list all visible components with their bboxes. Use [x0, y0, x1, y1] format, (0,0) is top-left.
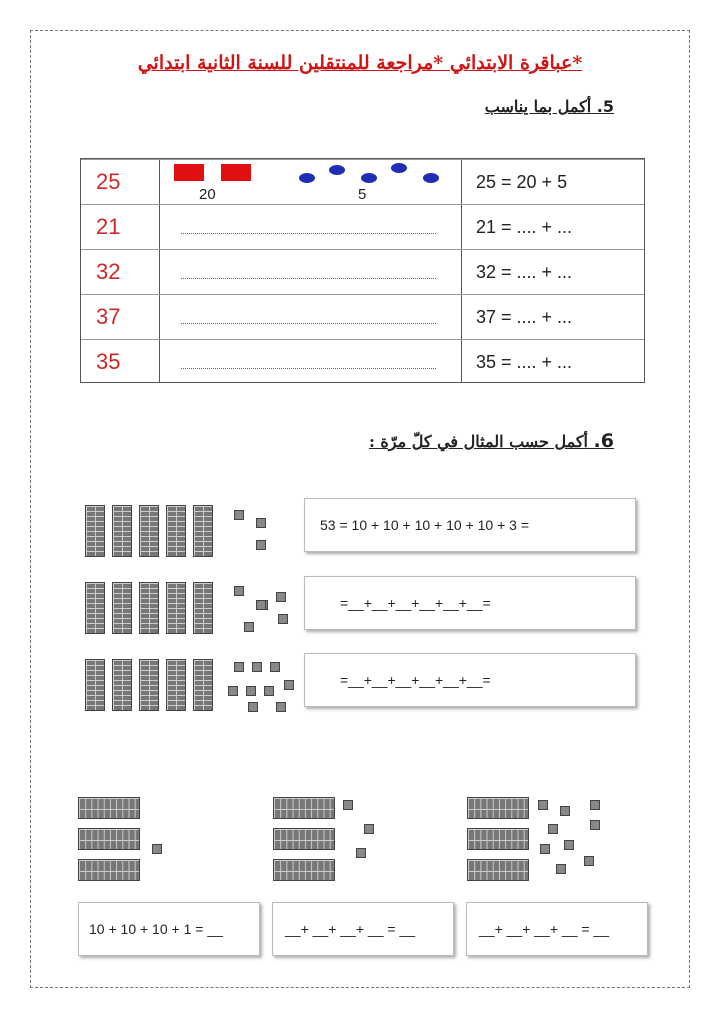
equation-text: =__+__+__+__+__+__= — [340, 595, 491, 611]
ones-label: 5 — [358, 186, 367, 203]
number-decomposition-table — [80, 158, 645, 383]
row-equation: 35 = .... + ... — [476, 352, 573, 372]
ten-rod — [139, 582, 159, 634]
ones-dot — [391, 163, 407, 173]
one-cube — [256, 540, 266, 550]
equation-text: 10 + 10 + 10 + 1 = __ — [89, 921, 223, 937]
row-equation: 21 = .... + ... — [476, 217, 573, 237]
page-title: *عباقرة الابتدائي *مراجعة للمنتقلين للسنة الثانية ابتدائي — [137, 52, 583, 74]
one-cube — [278, 614, 288, 624]
row-number: 35 — [96, 349, 121, 374]
one-cube — [356, 848, 366, 858]
section-5-text: أكمل بما يناسب — [484, 97, 592, 116]
one-cube — [256, 518, 266, 528]
one-cube — [246, 686, 256, 696]
ten-rod — [112, 505, 132, 557]
equation-text: __+ __+ __+ __ = __ — [285, 921, 416, 937]
ones-dot — [329, 165, 345, 175]
ten-rod — [112, 659, 132, 711]
ten-bar — [273, 828, 335, 850]
ones-dot — [361, 173, 377, 183]
answer-dotted-line[interactable] — [181, 368, 436, 369]
one-cube — [270, 662, 280, 672]
one-cube — [284, 680, 294, 690]
ten-rod — [85, 505, 105, 557]
section-6-number: 6. — [593, 430, 614, 452]
section-5-number: 5. — [596, 97, 614, 116]
one-cube — [590, 820, 600, 830]
equation-box[interactable] — [272, 902, 454, 956]
ten-rod — [166, 505, 186, 557]
ones-dot — [423, 173, 439, 183]
equation-box[interactable] — [304, 498, 636, 552]
one-cube — [256, 600, 266, 610]
one-cube — [556, 864, 566, 874]
one-cube — [234, 510, 244, 520]
answer-dotted-line[interactable] — [181, 233, 436, 234]
ten-rod — [193, 659, 213, 711]
one-cube — [252, 662, 262, 672]
one-cube — [560, 806, 570, 816]
answer-dotted-line[interactable] — [181, 278, 436, 279]
one-cube — [276, 592, 286, 602]
one-cube — [276, 702, 286, 712]
table-row — [81, 249, 644, 294]
one-cube — [248, 702, 258, 712]
one-cube — [152, 844, 162, 854]
one-cube — [584, 856, 594, 866]
equation-box[interactable] — [466, 902, 648, 956]
ones-dot — [299, 173, 315, 183]
table-row — [81, 204, 644, 249]
one-cube — [244, 622, 254, 632]
row-number: 32 — [96, 259, 121, 284]
row-number: 37 — [96, 304, 121, 329]
row-equation: 37 = .... + ... — [476, 307, 573, 327]
row-number: 21 — [96, 214, 121, 239]
one-cube — [364, 824, 374, 834]
table-row — [81, 294, 644, 339]
ten-rod — [85, 582, 105, 634]
equation-box[interactable] — [304, 576, 636, 630]
equation-text: __+ __+ __+ __ = __ — [479, 921, 610, 937]
answer-dotted-line[interactable] — [181, 323, 436, 324]
ten-rod — [139, 659, 159, 711]
one-cube — [264, 686, 274, 696]
ten-rod — [166, 659, 186, 711]
row-equation: 32 = .... + ... — [476, 262, 573, 282]
table-row — [81, 159, 644, 204]
row-number: 25 — [96, 169, 121, 194]
equation-text: =__+__+__+__+__+__= — [340, 672, 491, 688]
ten-rod — [139, 505, 159, 557]
ten-bar — [78, 859, 140, 881]
tens-square — [174, 164, 204, 181]
ten-rod — [112, 582, 132, 634]
ten-rod — [193, 505, 213, 557]
one-cube — [590, 800, 600, 810]
one-cube — [564, 840, 574, 850]
one-cube — [538, 800, 548, 810]
one-cube — [548, 824, 558, 834]
section-6-text: أكمل حسب المثال في كلّ مرّة : — [368, 432, 588, 451]
table-row — [81, 339, 644, 384]
equation-text: 53 = 10 + 10 + 10 + 10 + 10 + 3 = — [320, 517, 530, 533]
ten-rod — [166, 582, 186, 634]
ten-bar — [467, 797, 529, 819]
tens-label: 20 — [199, 186, 216, 203]
ten-bar — [273, 797, 335, 819]
ten-bar — [467, 859, 529, 881]
one-cube — [540, 844, 550, 854]
one-cube — [228, 686, 238, 696]
ten-bar — [273, 859, 335, 881]
ten-rod — [193, 582, 213, 634]
equation-box[interactable] — [304, 653, 636, 707]
row-equation: 25 = 20 + 5 — [476, 172, 568, 192]
section-6-heading — [369, 430, 614, 452]
one-cube — [234, 586, 244, 596]
ten-rod — [85, 659, 105, 711]
ten-bar — [78, 828, 140, 850]
equation-box[interactable] — [78, 902, 260, 956]
one-cube — [343, 800, 353, 810]
one-cube — [234, 662, 244, 672]
tens-square — [221, 164, 251, 181]
ten-bar — [78, 797, 140, 819]
ten-bar — [467, 828, 529, 850]
section-5-heading — [485, 97, 614, 116]
